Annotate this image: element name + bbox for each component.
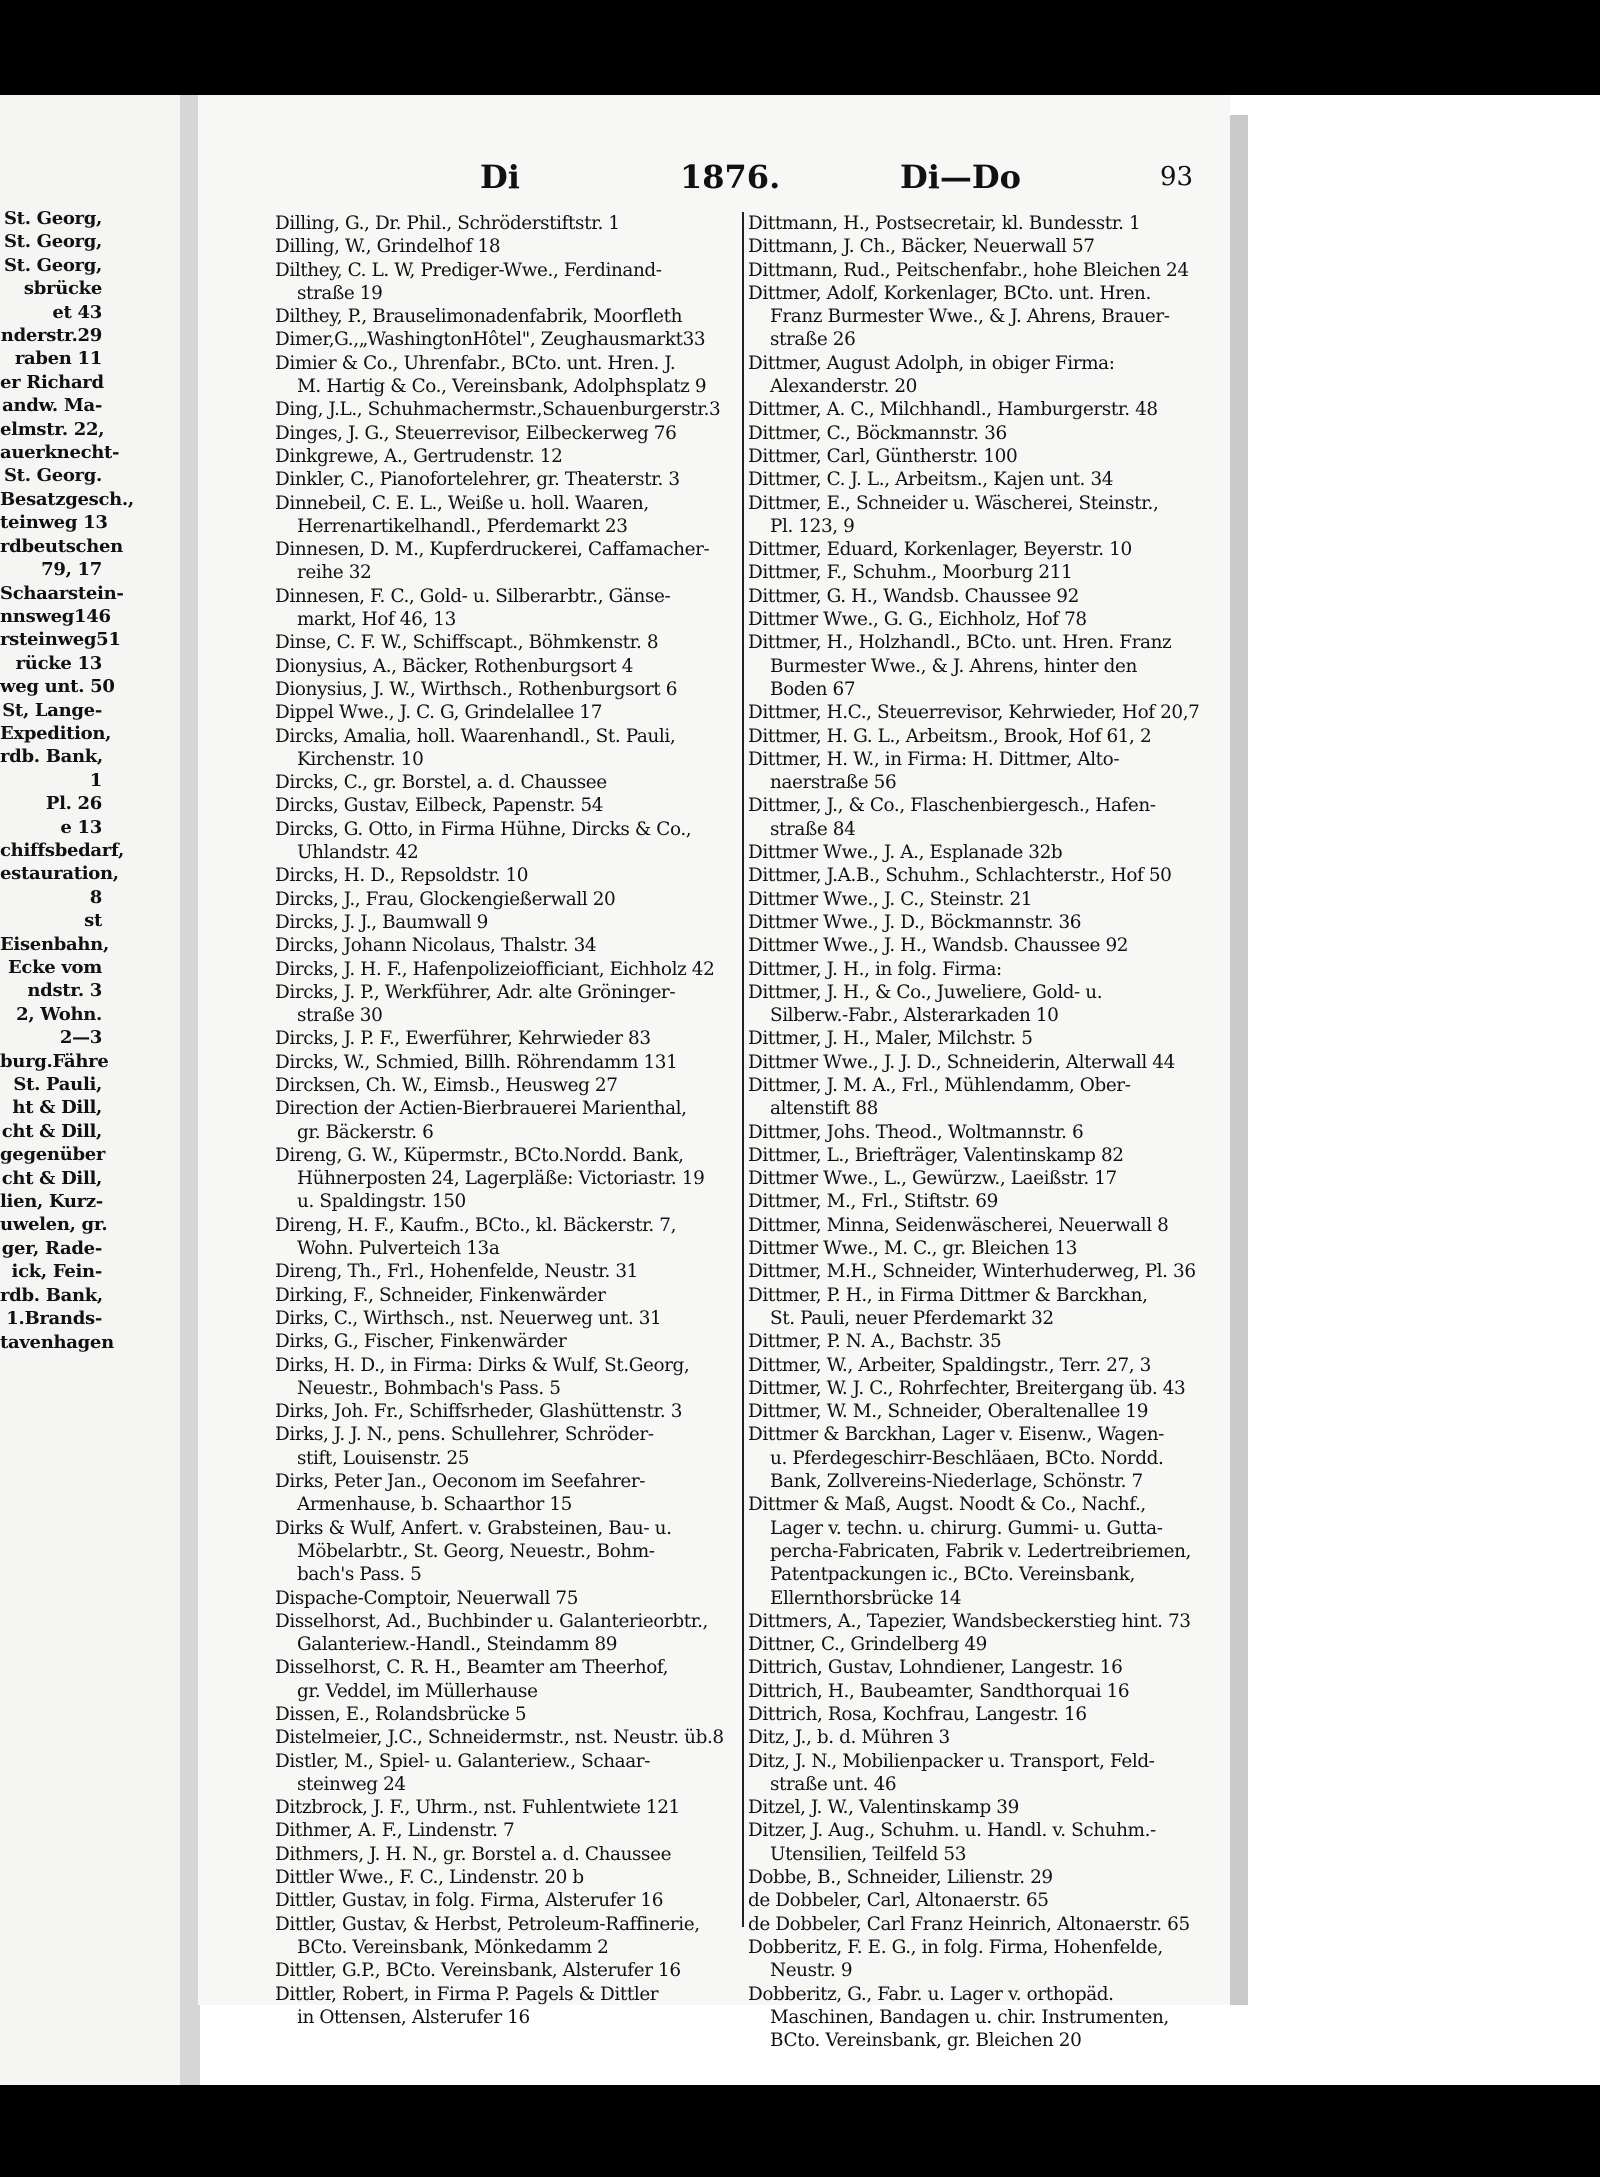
directory-entry-line: Dircks, J., Frau, Glockengießerwall 20 (275, 888, 616, 910)
header-left-label: Di (480, 158, 520, 196)
directory-entry-line: Dinse, C. F. W., Schiffscapt., Böhmkenstr. 8 (275, 632, 659, 654)
directory-entry-line: Dinnebeil, C. E. L., Weiße u. holl. Waaren, (275, 492, 649, 514)
directory-entry-line: Dircks, H. D., Repsoldstr. 10 (275, 865, 529, 887)
directory-entry-line: Dittmer & Maß, Augst. Noodt & Co., Nachf., (748, 1494, 1146, 1516)
directory-entry-line: Dittmann, Rud., Peitschenfabr., hohe Bleichen 24 (748, 259, 1189, 281)
directory-entry-line: markt, Hof 46, 13 (297, 609, 456, 631)
page-gutter (180, 95, 200, 2085)
directory-entry-line: Burmester Wwe., & J. Ahrens, hinter den (770, 655, 1137, 677)
left-page-line: st (84, 910, 102, 932)
directory-entry-line: Dirks, H. D., in Firma: Dirks & Wulf, St.Georg, (275, 1354, 690, 1376)
directory-entry-line: Patentpackungen ic., BCto. Vereinsbank, (770, 1564, 1135, 1586)
directory-entry-line: Dittmer, C., Böckmannstr. 36 (748, 422, 1007, 444)
directory-entry-line: Ditzel, J. W., Valentinskamp 39 (748, 1797, 1019, 1819)
directory-entry-line: Dittmer, J., & Co., Flaschenbiergesch., Hafen- (748, 795, 1156, 817)
left-page-line: rücke 13 (15, 652, 102, 674)
directory-entry-line: Dircks, J. P., Werkführer, Adr. alte Gröninger- (275, 981, 676, 1003)
left-page-line: rsteinweg51 (0, 629, 121, 651)
directory-entry-line: Dittmer, A. C., Milchhandl., Hamburgerstr. 48 (748, 399, 1158, 421)
directory-entry-line: Dittrich, H., Baubeamter, Sandthorquai 16 (748, 1680, 1130, 1702)
directory-entry-line: Dirks, Peter Jan., Oeconom im Seefahrer- (275, 1471, 646, 1493)
left-page-line: er Richard (0, 371, 104, 393)
directory-entry-line: Dittmer, J. H., in folg. Firma: (748, 958, 1002, 980)
directory-entry-line: Dinkgrewe, A., Gertrudenstr. 12 (275, 445, 563, 467)
directory-entry-line: Dimier & Co., Uhrenfabr., BCto. unt. Hren. J. (275, 352, 676, 374)
left-page-line: 1 (89, 769, 102, 791)
left-page-line: andw. Ma- (2, 395, 102, 417)
left-page-line: rdbeutschen (0, 535, 123, 557)
directory-entry-line: Dittmer, Minna, Seidenwäscherei, Neuerwall 8 (748, 1214, 1169, 1236)
directory-entry-line: Dittmer, F., Schuhm., Moorburg 211 (748, 562, 1073, 584)
directory-entry-line: Dittmer, J. H., Maler, Milchstr. 5 (748, 1028, 1033, 1050)
directory-entry-line: Dittmer, P. N. A., Bachstr. 35 (748, 1331, 1002, 1353)
directory-entry-line: Dittrich, Rosa, Kochfrau, Langestr. 16 (748, 1704, 1087, 1725)
directory-entry-line: Dittmer Wwe., J. J. D., Schneiderin, Alterwall 44 (748, 1051, 1175, 1073)
left-page-line: auerknecht- (0, 442, 120, 464)
directory-entry-line: Dircks, W., Schmied, Billh. Röhrendamm 131 (275, 1051, 678, 1073)
left-page-line: Ecke vom (8, 957, 102, 978)
directory-entry-line: BCto. Vereinsbank, gr. Bleichen 20 (770, 2030, 1082, 2052)
directory-entry-line: Ellernthorsbrücke 14 (770, 1587, 962, 1609)
directory-entry-line: Boden 67 (770, 678, 856, 700)
directory-entry-line: Dittmer, M.H., Schneider, Winterhuderweg, Pl. 36 (748, 1261, 1196, 1283)
left-page-line: Besatzgesch., (0, 488, 134, 510)
left-page-line: et 43 (52, 301, 102, 323)
left-page-line: chiffsbedarf, (0, 839, 124, 861)
directory-entry-line: Utensilien, Teilfeld 53 (770, 1843, 966, 1865)
left-page-line: nderstr.29 (0, 325, 102, 347)
directory-entry-line: Dittmer, Johs. Theod., Woltmannstr. 6 (748, 1121, 1084, 1143)
directory-entry-line: Dittmer, P. H., in Firma Dittmer & Barckhan, (748, 1284, 1148, 1306)
directory-entry-line: Dithmers, J. H. N., gr. Borstel a. d. Chaussee (275, 1843, 672, 1865)
directory-entry-line: altenstift 88 (770, 1098, 878, 1120)
left-page-line: estauration, (0, 863, 119, 885)
directory-entry-line: reihe 32 (297, 562, 372, 584)
directory-entry-line: Ditzbrock, J. F., Uhrm., nst. Fuhlentwiete 121 (275, 1797, 680, 1819)
directory-entry-line: Dittmer, W. J. C., Rohrfechter, Breitergang üb. 43 (748, 1377, 1186, 1399)
directory-entry-line: Dittmer Wwe., M. C., gr. Bleichen 13 (748, 1238, 1078, 1260)
directory-entry-line: Direction der Actien-Bierbrauerei Marienthal, (275, 1098, 687, 1120)
directory-entry-line: Direng, H. F., Kaufm., BCto., kl. Bäckerstr. 7, (275, 1214, 677, 1236)
directory-entry-line: Dirks, G., Fischer, Finkenwärder (275, 1331, 567, 1353)
directory-entry-line: Dittmer, Adolf, Korkenlager, BCto. unt. Hren. (748, 282, 1151, 304)
directory-entry-line: Dionysius, J. W., Wirthsch., Rothenburgsort 6 (275, 678, 677, 700)
directory-entry-line: Neuestr., Bohmbach's Pass. 5 (297, 1377, 561, 1399)
directory-entry-line: Dittmer Wwe., J. C., Steinstr. 21 (748, 888, 1033, 910)
left-page-line: Schaarstein- (0, 582, 124, 604)
directory-entry-line: Direng, G. W., Küpermstr., BCto.Nordd. Bank, (275, 1144, 684, 1166)
directory-entry-line: Pl. 123, 9 (770, 515, 855, 537)
directory-entry-line: in Ottensen, Alsterufer 16 (297, 2006, 530, 2028)
directory-entry-line: Dittmer, J.A.B., Schuhm., Schlachterstr., Hof 50 (748, 865, 1172, 887)
directory-entry-line: Herrenartikelhandl., Pferdemarkt 23 (297, 515, 628, 537)
left-page-line: 2, Wohn. (16, 1003, 102, 1025)
directory-entry-line: u. Pferdegeschirr-Beschläaen, BCto. Nordd. (770, 1447, 1164, 1469)
scan-left-block (95, 0, 185, 95)
directory-entry-line: Dirks & Wulf, Anfert. v. Grabsteinen, Bau- u. (275, 1517, 672, 1539)
left-page-line: ick, Fein- (11, 1261, 102, 1283)
left-page-line: sbrücke (23, 278, 102, 300)
directory-entry-line: Dinges, J. G., Steuerrevisor, Eilbeckerweg 76 (275, 422, 677, 444)
directory-entry-line: Dircks, G. Otto, in Firma Hühne, Dircks & Co., (275, 818, 692, 840)
left-page-line: 79, 17 (41, 559, 102, 581)
left-page-lines (0, 95, 180, 1354)
left-page-line: elmstr. 22, (0, 418, 105, 440)
left-page-line: rdb. Bank, (0, 746, 103, 768)
left-page-line: St, Lange- (2, 699, 102, 721)
directory-entry-line: Dittmer & Barckhan, Lager v. Eisenw., Wagen- (748, 1424, 1164, 1446)
directory-entry-line: Dittmer, W. M., Schneider, Oberaltenallee 19 (748, 1401, 1149, 1423)
directory-entry-line: de Dobbeler, Carl, Altonaerstr. 65 (748, 1890, 1049, 1912)
directory-entry-line: Dittler, Gustav, in folg. Firma, Alsterufer 16 (275, 1890, 664, 1912)
directory-entry-line: Dittmann, H., Postsecretair, kl. Bundesstr. 1 (748, 213, 1141, 234)
directory-entry-line: naerstraße 56 (770, 772, 897, 794)
directory-entry-line: Dittler, Gustav, & Herbst, Petroleum-Raffinerie, (275, 1913, 700, 1935)
left-page-line: St. Georg, (3, 208, 102, 229)
left-page-line: Pl. 26 (45, 793, 102, 815)
page-header (280, 158, 1194, 198)
directory-entry-line: Dithmer, A. F., Lindenstr. 7 (275, 1820, 515, 1842)
directory-entry-line: Dittmer, L., Briefträger, Valentinskamp 82 (748, 1144, 1124, 1166)
left-page-line: ht & Dill, (12, 1097, 102, 1119)
directory-entry-line: Dilthey, C. L. W, Prediger-Wwe., Ferdinand- (275, 259, 662, 281)
scan-bottom-border (0, 2085, 1600, 2177)
directory-entry-line: Dissen, E., Rolandsbrücke 5 (275, 1704, 527, 1725)
directory-entry-line: Dittmer, E., Schneider u. Wäscherei, Steinstr., (748, 492, 1159, 514)
directory-entry-line: Dircks, Gustav, Eilbeck, Papenstr. 54 (275, 795, 604, 817)
directory-entry-line: Dimer,G.,„WashingtonHôtel", Zeughausmarkt33 (275, 329, 706, 351)
directory-entry-line: de Dobbeler, Carl Franz Heinrich, Altonaerstr. 65 (748, 1913, 1190, 1935)
directory-entry-line: Dispache-Comptoir, Neuerwall 75 (275, 1587, 579, 1609)
directory-entry-line: Dionysius, A., Bäcker, Rothenburgsort 4 (275, 655, 634, 677)
directory-entry-line: straße 19 (297, 282, 383, 304)
left-page-line: St. Georg, (3, 231, 102, 253)
directory-entry-line: Galanteriew.-Handl., Steindamm 89 (297, 1634, 618, 1656)
directory-entry-line: Dittmer, August Adolph, in obiger Firma: (748, 352, 1115, 374)
left-page-line: uwelen, gr. (0, 1214, 108, 1236)
directory-entry-line: Dittmer, H. G. L., Arbeitsm., Brook, Hof 61, 2 (748, 725, 1152, 747)
directory-entry-line: Dittner, C., Grindelberg 49 (748, 1634, 987, 1656)
directory-entry-line: u. Spaldingstr. 150 (297, 1191, 466, 1213)
directory-entry-line: Distler, M., Spiel- u. Galanteriew., Schaar- (275, 1750, 651, 1772)
directory-entry-line: Dittler Wwe., F. C., Lindenstr. 20 b (275, 1867, 584, 1889)
directory-entry-line: Dilthey, P., Brauselimonadenfabrik, Moorfleth (275, 306, 683, 328)
left-page-line: 8 (89, 886, 102, 908)
left-page-line: Expedition, (0, 722, 112, 744)
directory-entry-line: Ding, J.L., Schuhmachermstr.,Schauenburgerstr.3 (275, 399, 721, 421)
left-page-line: teinweg 13 (0, 512, 108, 534)
directory-entry-line: Lager v. techn. u. chirurg. Gummi- u. Gutta- (770, 1517, 1163, 1539)
left-page-line: gegenüber (0, 1144, 106, 1166)
directory-entry-line: percha-Fabricaten, Fabrik v. Ledertreibriemen, (770, 1540, 1192, 1562)
directory-entry-line: Armenhause, b. Schaarthor 15 (297, 1494, 572, 1516)
directory-entry-line: bach's Pass. 5 (297, 1564, 422, 1586)
directory-entry-line: Dircks, Amalia, holl. Waarenhandl., St. Pauli, (275, 725, 676, 747)
left-page-line: burg.Fähre (0, 1050, 109, 1072)
directory-entry-line: Franz Burmester Wwe., & J. Ahrens, Brauer- (770, 306, 1170, 328)
header-range: Di—Do (900, 158, 1021, 196)
directory-entry-line: Dircks, Johann Nicolaus, Thalstr. 34 (275, 935, 597, 957)
directory-entry-line: Dittmer, Carl, Güntherstr. 100 (748, 445, 1018, 467)
directory-entry-line: Dittmer Wwe., J. D., Böckmannstr. 36 (748, 911, 1082, 933)
directory-entry-line: Dirks, J. J. N., pens. Schullehrer, Schröder- (275, 1424, 654, 1446)
directory-entry-line: Dilling, G., Dr. Phil., Schröderstiftstr. 1 (275, 213, 620, 234)
directory-entry-line: Dittmer, J. M. A., Frl., Mühlendamm, Ober- (748, 1074, 1131, 1096)
left-page-line: raben 11 (14, 348, 102, 370)
directory-entry-line: Dittmer Wwe., J. A., Esplanade 32b (748, 842, 1063, 864)
left-page-line: ndstr. 3 (27, 980, 102, 1002)
directory-entry-line: Dittmann, J. Ch., Bäcker, Neuerwall 57 (748, 236, 1095, 258)
directory-entry-line: M. Hartig & Co., Vereinsbank, Adolphsplatz 9 (297, 376, 707, 398)
directory-entry-line: Dittmer Wwe., L., Gewürzw., Laeißstr. 17 (748, 1168, 1117, 1190)
directory-entry-line: Wohn. Pulverteich 13a (297, 1238, 500, 1260)
directory-entry-line: Dobberitz, G., Fabr. u. Lager v. orthopäd. (748, 1983, 1114, 2005)
directory-column-right (742, 212, 1220, 2052)
directory-entry-line: Dinnesen, D. M., Kupferdruckerei, Caffamacher- (275, 539, 710, 561)
directory-entry-line: Dinnesen, F. C., Gold- u. Silberarbtr., Gänse- (275, 585, 671, 607)
directory-entry-line: Neustr. 9 (770, 1960, 853, 1982)
directory-entry-line: Dircks, C., gr. Borstel, a. d. Chaussee (275, 772, 607, 794)
directory-entry-line: steinweg 24 (297, 1773, 406, 1795)
directory-entry-line: Direng, Th., Frl., Hohenfelde, Neustr. 31 (275, 1261, 638, 1283)
directory-entry-line: Silberw.-Fabr., Alsterarkaden 10 (770, 1005, 1059, 1027)
directory-entry-line: Kirchenstr. 10 (297, 748, 424, 770)
directory-entry-line: Dittmer, W., Arbeiter, Spaldingstr., Terr. 27, 3 (748, 1354, 1151, 1376)
directory-column-left (275, 212, 747, 2029)
directory-entry-line: straße 84 (770, 818, 856, 840)
directory-entry-line: Dirking, F., Schneider, Finkenwärder (275, 1284, 606, 1306)
directory-entry-line: Hühnerposten 24, Lagerpläße: Victoriastr. 19 (297, 1168, 705, 1190)
directory-entry-line: Dittrich, Gustav, Lohndiener, Langestr. 16 (748, 1657, 1123, 1679)
directory-entry-line: Uhlandstr. 42 (297, 842, 419, 864)
left-page-line: weg unt. 50 (0, 676, 115, 698)
left-page-line: Eisenbahn, (0, 933, 109, 955)
directory-entry-line: straße 26 (770, 329, 856, 351)
directory-entry-line: Möbelarbtr., St. Georg, Neuestr., Bohm- (297, 1540, 655, 1562)
directory-entry-line: Alexanderstr. 20 (770, 376, 917, 398)
directory-entry-line: Dippel Wwe., J. C. G, Grindelallee 17 (275, 702, 603, 724)
left-page-line: St. Pauli, (13, 1074, 102, 1096)
directory-entry-line: gr. Bäckerstr. 6 (297, 1121, 434, 1143)
directory-entry-line: Dobberitz, F. E. G., in folg. Firma, Hohenfelde, (748, 1936, 1163, 1958)
directory-entry-line: Ditzer, J. Aug., Schuhm. u. Handl. v. Schuhm.- (748, 1820, 1156, 1842)
directory-entry-line: Dinkler, C., Pianofortelehrer, gr. Theaterstr. 3 (275, 469, 680, 491)
left-page-line: rdb. Bank, (0, 1284, 103, 1306)
directory-entry-line: Dircks, J. P. F., Ewerführer, Kehrwieder 83 (275, 1028, 651, 1050)
left-page-line: e 13 (60, 816, 102, 838)
directory-entry-line: Disselhorst, C. R. H., Beamter am Theerhof, (275, 1657, 669, 1679)
directory-entry-line: Dittmer Wwe., J. H., Wandsb. Chaussee 92 (748, 935, 1129, 957)
directory-entry-line: Dircks, J. J., Baumwall 9 (275, 911, 488, 933)
left-page-line: St. Georg. (3, 465, 102, 487)
directory-entry-line: Dittmer, H.C., Steuerrevisor, Kehrwieder, Hof 20,7 (748, 702, 1200, 724)
directory-entry-line: Dittler, Robert, in Firma P. Pagels & Dittler (275, 1983, 659, 2005)
directory-entry-line: Dittmer, H. W., in Firma: H. Dittmer, Alto- (748, 748, 1120, 770)
left-page-line: lien, Kurz- (0, 1191, 103, 1213)
left-page-line: cht & Dill, (1, 1167, 102, 1189)
directory-entry-line: Dittmers, A., Tapezier, Wandsbeckerstieg hint. 73 (748, 1610, 1191, 1632)
left-page-line: 2—3 (59, 1027, 102, 1049)
directory-entry-line: Bank, Zollvereins-Niederlage, Schönstr. 7 (770, 1471, 1143, 1493)
directory-entry-line: Dittmer, Eduard, Korkenlager, Beyerstr. 10 (748, 539, 1132, 561)
directory-entry-line: Dittler, G.P., BCto. Vereinsbank, Alsterufer 16 (275, 1960, 681, 1982)
directory-entry-line: Dircksen, Ch. W., Eimsb., Heusweg 27 (275, 1074, 618, 1096)
directory-entry-line: Dittmer Wwe., G. G., Eichholz, Hof 78 (748, 609, 1087, 631)
directory-entry-line: stift, Louisenstr. 25 (297, 1447, 470, 1469)
directory-entry-line: Dittmer, J. H., & Co., Juweliere, Gold- u. (748, 981, 1103, 1003)
left-page-line: tavenhagen (0, 1331, 114, 1353)
directory-entry-line: Dirks, Joh. Fr., Schiffsrheder, Glashüttenstr. 3 (275, 1401, 683, 1423)
directory-entry-line: Ditz, J. N., Mobilienpacker u. Transport, Feld- (748, 1750, 1155, 1772)
left-page-line: cht & Dill, (1, 1120, 102, 1142)
left-page-line: 1.Brands- (6, 1308, 102, 1330)
left-page-fragment (0, 95, 180, 2085)
header-year: 1876. (680, 158, 781, 196)
left-page-line: ger, Rade- (1, 1237, 102, 1259)
left-page-line: St. Georg, (3, 254, 102, 276)
page-edge-shadow (1230, 115, 1248, 2005)
directory-entry-line: Dittmer, H., Holzhandl., BCto. unt. Hren. Franz (748, 632, 1172, 654)
directory-entry-line: Dircks, J. H. F., Hafenpolizeiofficiant, Eichholz 42 (275, 958, 715, 980)
directory-entry-line: Maschinen, Bandagen u. chir. Instrumenten, (770, 2006, 1169, 2028)
directory-entry-line: Ditz, J., b. d. Mühren 3 (748, 1727, 950, 1749)
directory-entry-line: Dittmer, M., Frl., Stiftstr. 69 (748, 1191, 998, 1213)
directory-entry-line: Dittmer, G. H., Wandsb. Chaussee 92 (748, 585, 1079, 607)
scan-top-border (0, 0, 1600, 95)
directory-entry-line: BCto. Vereinsbank, Mönkedamm 2 (297, 1936, 609, 1958)
directory-entry-line: straße 30 (297, 1005, 383, 1027)
directory-entry-line: Dirks, C., Wirthsch., nst. Neuerweg unt. 31 (275, 1307, 662, 1329)
directory-entry-line: St. Pauli, neuer Pferdemarkt 32 (770, 1307, 1054, 1329)
directory-entry-line: Dittmer, C. J. L., Arbeitsm., Kajen unt. 34 (748, 469, 1114, 491)
directory-entry-line: straße unt. 46 (770, 1773, 897, 1795)
directory-entry-line: Disselhorst, Ad., Buchbinder u. Galanterieorbtr., (275, 1610, 708, 1632)
directory-entry-line: Dilling, W., Grindelhof 18 (275, 236, 501, 258)
directory-entry-line: Dobbe, B., Schneider, Lilienstr. 29 (748, 1867, 1053, 1889)
directory-entry-line: Distelmeier, J.C., Schneidermstr., nst. Neustr. üb.8 (275, 1727, 724, 1749)
directory-entry-line: gr. Veddel, im Müllerhause (297, 1680, 538, 1702)
left-page-line: nnsweg146 (0, 605, 111, 627)
page-number: 93 (1160, 162, 1194, 192)
